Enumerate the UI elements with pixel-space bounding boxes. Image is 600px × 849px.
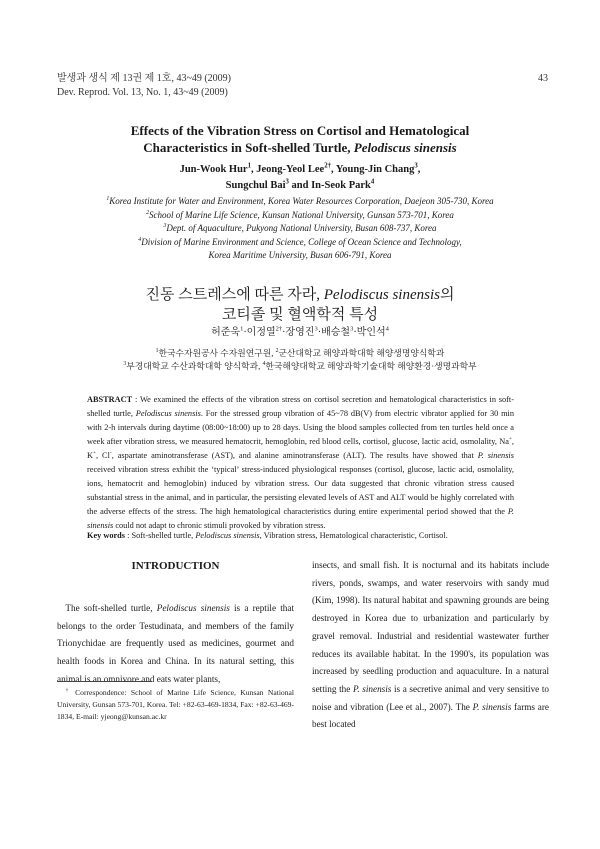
affiliation-line [40,222,560,236]
korean-author-separator: · [353,327,357,338]
author-affiliation-mark: 4 [370,178,375,186]
korean-author-name: 이정열 [246,327,276,338]
affiliation-mark: 3 [163,223,167,229]
author-list [60,162,540,194]
right-species-2: P. sinensis [472,701,512,712]
correspondence-footnote [57,687,294,723]
korean-title-suffix: 의 [439,287,455,303]
abstract-text-6: received vibration stress exhibit the ‘typical’ stress-induced physiological responses (cortisol, glucose, lactic acid, osmolality, ions, hematocrit and hemoglobin) induced by vibration stress. Our data suggested that chronic vibration stress caused substantial stress in the animal, and in particular, the persisting elevated levels of AST and ALT would be highly correlated with the adverse effects of the stress. The high hematological characteristics during entire experimental period showed that the [87,465,514,516]
running-header-english: Dev. Reprod. Vol. 13, No. 1, 43~49 (2009) [57,87,228,98]
body-column-left [57,600,294,689]
affiliation-mark: 1 [106,196,110,202]
affiliation-line [40,195,560,209]
korean-title-species: Pelodiscus sinensis [323,287,440,303]
korean-affiliation-text: 한국수자원공사 수자원연구원, [158,348,276,358]
korean-affiliation-line-1 [40,347,560,360]
korean-affiliation-list [40,347,560,373]
korean-affiliation-mark: 4 [262,361,266,368]
affiliation-line [40,236,560,250]
korean-author-name: 배승철 [321,327,351,338]
potassium-charge: + [93,450,97,457]
footnote-rule [57,681,152,682]
affiliation-mark: 2 [146,209,150,216]
korean-author-mark: 3 [314,325,318,333]
author-name: Jun-Wook Hur [179,164,248,175]
title-line-1: Effects of the Vibration Stress on Cortisol and Hematological [130,123,470,138]
affiliation-text: School of Marine Life Science, Kunsan National University, Gunsan 573-701, Korea [149,209,454,220]
affiliation-text: Dept. of Aquaculture, Pukyong National University, Busan 608-737, Korea [166,223,437,233]
running-header-korean: 발생과 생식 제 13권 제 1호, 43~49 (2009) [57,73,232,84]
right-text-2: is a secretive animal and very sensitive to noise and vibration (Lee et al., 2007). The [312,683,549,712]
abstract [87,393,514,533]
keywords [87,530,514,542]
korean-title [60,285,540,325]
title-species: Pelodiscus sinensis [353,140,457,155]
keywords-text-1: : Soft-shelled turtle, [125,531,196,540]
korean-author-separator: · [317,327,322,338]
korean-affiliation-text: 부경대학교 수산과학대학 양식학과, [126,361,263,371]
affiliation-text: Korea Institute for Water and Environment, Korea Water Resources Corporation, Daejeon 305-730, Korea [109,196,494,206]
abstract-species-1: Pelodiscus sinensis [135,409,201,418]
footnote-text: Correspondence: School of Marine Life Science, Kunsan National University, Gunsan 573-701, Korea. Tel: +82-63-469-1834, Fax: +82-63-469-1834, E-mail: yjeong@kunsan.ac.kr [57,688,295,721]
author-separator: , [331,164,336,175]
korean-affiliation-text: 군산대학교 해양과학대학 해양생명양식학과 [278,348,445,358]
keywords-label: Key words [87,531,126,540]
korean-affiliation-mark: 1 [155,348,159,355]
abstract-text-5: , aspartate aminotransferase (AST), and alanine aminotransferase (ALT). The results have showed that [111,451,478,460]
paper-title [60,122,540,156]
korean-author-name: 허준욱 [211,327,241,338]
korean-author-list [60,326,540,340]
right-text-3: farms are best located [312,701,549,730]
footnote-mark: † [65,688,71,694]
korean-author-mark: 1 [240,325,244,333]
author-name: In-Seok Park [311,180,371,191]
author-affiliation-mark: 3 [414,162,418,170]
intro-text-2: is a reptile that belongs to the order Testudinata, and members of the family Trionychidae are frequently used as medicines, gourmet and health foods in Korea and China. In its natural setting, this animal is an omnivore and eats water plants, [57,603,294,684]
keywords-species: Pelodiscus sinensis [195,531,260,540]
intro-text-1: The soft-shelled turtle, [65,603,157,613]
korean-author-separator: · [282,327,286,338]
affiliation-text: Division of Marine Environment and Science, College of Ocean Science and Technology, [141,236,462,247]
author-affiliation-mark: 1 [247,162,251,170]
abstract-text-7: could not adapt to chronic stimuli provoked by vibration stress. [113,521,326,530]
abstract-text-2: . For the stressed group vibration of 45~78 dB(V) from electric vibrator applied for 30 min with 2-h intervals during daytime (08:00~18:00) up to 28 days. Using the blood samples collected from ten turtles held once a week after vibration stress, we measured hematocrit, hemoglobin, red blood cells, cortisol, glucose, lactic acid, osmolality, Na [87,409,514,446]
affiliation-mark: 4 [138,236,142,243]
author-separator: , [250,164,257,175]
author-name: Young-Jin Chang [335,164,415,175]
author-name: Sungchul Bai [225,180,286,191]
body-column-right [312,557,549,734]
intro-species: Pelodiscus sinensis [156,603,230,613]
author-name: Jeong-Yeol Lee [256,164,325,175]
abstract-text-1: : We examined the effects of the vibration stress on cortisol secretion and hematological characteristics in soft-shelled turtle, [87,395,514,418]
affiliation-line [40,249,560,263]
korean-author-separator: · [243,327,247,338]
page-number: 43 [538,73,548,84]
korean-author-name: 장영진 [285,327,315,338]
section-heading-introduction: INTRODUCTION [131,560,220,572]
affiliation-list [40,195,560,263]
affiliation-text: Korea Maritime University, Busan 606-791, Korea [208,250,392,260]
title-line-2-text: Characteristics in Soft-shelled Turtle, [143,140,354,155]
korean-title-line-2: 코티졸 및 혈액학적 특성 [221,307,379,323]
chloride-charge: - [109,450,112,457]
right-text-1: insects, and small fish. It is nocturnal and its habitats include rivers, ponds, swamps, and water reservoirs with sandy mud (Kim, 1998). Its natural habitat and spawning grounds are being destroyed in Korea due to urbanization and particularly by gravel removal. Industrial and residential wastewater further reduces its available habitat. In the 1990's, its population was increased by seedling production and aquaculture. In a natural setting the [312,560,549,694]
korean-affiliation-text: 한국해양대학교 해양과학기술대학 해양환경·생명과학부 [265,361,477,371]
korean-author-name: 박인석 [356,327,386,338]
abstract-label: ABSTRACT [87,395,133,404]
author-separator: and [288,180,312,191]
abstract-text-3: , K [87,437,514,460]
sodium-charge: + [508,436,512,443]
abstract-species-2: P. sinensis [477,451,514,460]
author-line-2 [60,178,540,194]
abstract-species-3: P. sinensis [87,507,514,530]
keywords-text-2: , Vibration stress, Hematological characteristic, Cortisol. [259,531,448,540]
author-line-1 [60,162,540,178]
korean-affiliation-line-2 [40,360,560,373]
korean-title-prefix: 진동 스트레스에 따른 자라, [145,287,324,303]
author-affiliation-mark: 3 [285,178,289,186]
author-affiliation-mark: 2† [324,162,331,170]
korean-author-mark: 3 [350,325,354,333]
affiliation-line [40,209,560,223]
korean-affiliation-mark: 3 [123,361,127,368]
title-line-2 [60,139,540,156]
korean-author-mark: 4 [385,325,389,333]
right-species-1: P. sinensis [352,683,392,694]
author-separator: , [417,164,421,175]
korean-author-mark: 2† [275,325,283,333]
korean-title-line-1 [60,285,540,305]
korean-affiliation-mark: 2 [275,348,279,355]
abstract-text-4: , Cl [96,451,110,460]
